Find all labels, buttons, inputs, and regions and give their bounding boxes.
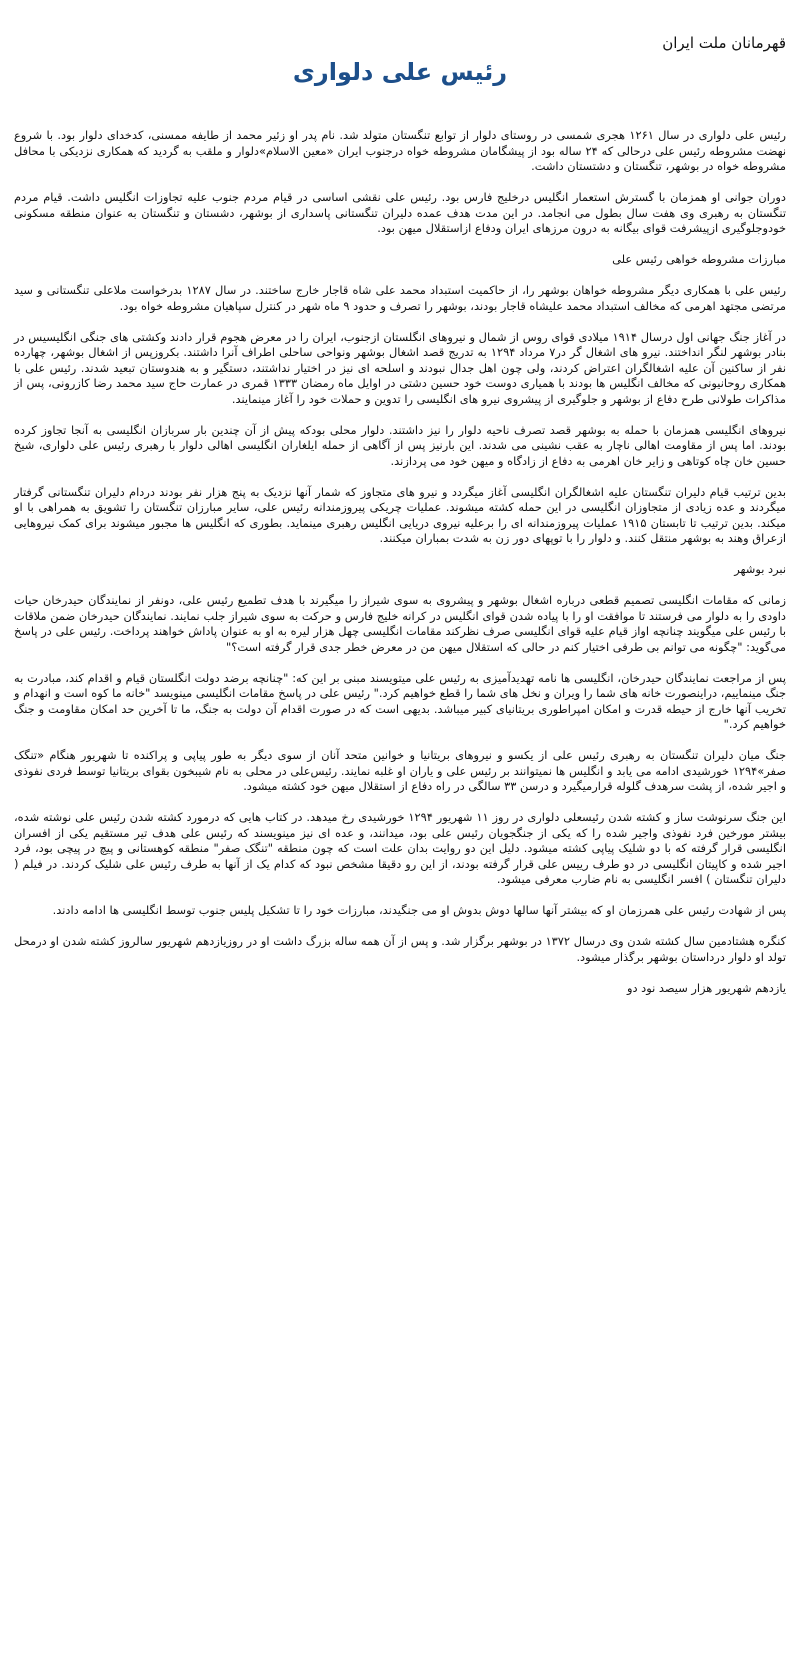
footer-date: یازدهم شهریور هزار سیصد نود دو: [626, 980, 786, 995]
paragraph-bribe: زمانی که مقامات انگلیسی تصمیم قطعی درباره اشغال بوشهر و پیشروی به سوی شیراز را میگیرند با هدف تطمیع رئیس علی، دونفر از نمایندگان حیدرخان حیات داودی را به دلوار می فرستند تا موافقت او را با پیاده شدن قوای انگلیس در کرانه خلیج فارس و حرکت به سوی شیراز جلب نمایند. نمایندگان حیدرخان ضمن ملاقات با رئیس علی میگویند چنانچه اواز قیام علیه قوای انگلیسی صرف نظرکند مقامات انگلیسی چهل هزار لیره به او به عنوان پاداش خواهند پرداخت. رئیس علی در پاسخ می‌گوید: "چگونه می توانم بی طرفی اختیار کنم در حالی که استقلال میهن من در معرض خطر جدی قرار گرفته است؟": [14, 593, 786, 654]
paragraph-intro: رئیس علی دلواری در سال ۱۲۶۱ هجری شمسی در روستای دلوار از توابع تنگستان متولد شد. نام پدر او زئیر محمد از طایفه ممسنی، کدخدای دلوار بود. با شروع نهضت مشروطه رئیس علی درحالی که ۲۴ ساله بود از پیشگامان مشروطه خواه درجنوب ایران «معین الاسلام»دلوار و ملقب به گردید که همکاری نزدیکی با محافل مشروطه خواه در بوشهر، تنگستان و دشتستان داشت.: [14, 128, 786, 173]
subheading-constitutional: مبارزات مشروطه خواهی رئیس علی: [612, 252, 786, 266]
paragraph-aftermath: پس از شهادت رئیس علی همرزمان او که بیشتر آنها سالها دوش بدوش او می جنگیدند، مبارزات خود را تا تشکیل پلیس جنوب توسط انگلیسی ها ادامه دادند.: [52, 903, 786, 917]
paragraph-dalvar-defense: نیروهای انگلیسی همزمان با حمله به بوشهر قصد تصرف ناحیه دلوار را نیز داشتند. دلوار محلی بودکه پیش از آن چندین بار سربازان انگلیسی به آنجا تجاوز کرده بودند. اما پس از مقاومت اهالی ناچار به عقب نشینی می شدند. این بارنیز پس از آگاهی از حمله ایلغاران انگلیسی اهالی دلوار با رهبری رئیس علی دلواری، شیخ حسین خان چاه کوتاهی و زایر خان اهرمی به دفاع از زادگاه و میهن خود می پردازند.: [14, 422, 786, 468]
subheading-bushehr-battle: نبرد بوشهر: [734, 562, 786, 576]
paragraph-uprising: بدین ترتیب قیام دلیران تنگستان علیه اشغالگران انگلیسی آغاز میگردد و نیرو های متجاوز که شمار آنها نزدیک به پنج هزار نفر بودند دردام دلیران تنگستانی گرفتار میگردند و عده زیادی از متجاوزان انگلیسی در این حمله کشته میشوند. عملیات چریکی پیروزمندانه رئیس علی، سایر مبارزان تنگستان را تشویق به همراهی با او میکند. بدین ترتیب تا تابستان ۱۹۱۵ عملیات پیروزمندانه ای را برعلیه نیروی دریایی انگلیس رهبری مینماید. بطوری که انگلیس ها مجبور میشوند برای کمک نیروهایی ازعراق وهند به بوشهر منتقل کنند. و دلوار را با توپهای دور زن به شدت بمباران میکنند.: [14, 484, 787, 545]
paragraph-war: جنگ میان دلیران تنگستان به رهبری رئیس علی از یکسو و نیروهای بریتانیا و خوانین متحد آنان از سوی دیگر به طور پیاپی و پراکنده تا شهریور هنگام «تنگک صفر»۱۲۹۴ خورشیدی ادامه می یابد و انگلیس ها نمیتوانند بر رئیس علی و یاران او غلبه نمایند. رئیس‌علی در محلی به نام شیبخون بقوای بریتانیا توسط فردی نفوذی و اجیر شده، از پشت سرهدف گلوله قرارمیگیرد و درسن ۳۳ سالگی در راه دفاع از استقلال میهن خود کشته میشود.: [14, 748, 786, 793]
paragraph-congress: کنگره هشتادمین سال کشته شدن وی درسال ۱۳۷۲ در بوشهر برگزار شد. و پس از آن همه ساله بزرگ داشت او در روزیازدهم شهریور سالروز کشته شدن او درمحل تولد او دلوار درداستان بوشهر برگذار میشود.: [14, 934, 786, 964]
page-title: رئیس علی دلواری: [292, 58, 508, 86]
paragraph-threat-letter: پس از مراجعت نمایندگان حیدرخان، انگلیسی ها نامه تهدیدآمیزی به رئیس علی میتویسند مبنی بر این که: "چنانچه برضد دولت انگلستان قیام و اقدام کند، مبادرت به جنگ مینماییم، دراینصورت خانه های شما را ویران و نخل های شما را قطع خواهیم کرد." رئیس علی در پاسخ مقامات انگلیسی مینویسد "خانه ما کوه است و انهدام و تخریب آنها خارج از حیطه قدرت و امکان امپراطوری بریتانیای کبیر میباشد. بدیهی است که در صورت اقدام آن دولت به جنگ، ما تا آخرین حد امکان مقاومت و جنگ خواهیم کرد.": [14, 670, 786, 731]
section-label: قهرمانان ملت ایران: [662, 34, 786, 52]
paragraph-constitutional: رئیس علی با همکاری دیگر مشروطه خواهان بوشهر را، از حاکمیت استبداد محمد علی شاه قاجار خارج ساختند. در سال ۱۲۸۷ بدرخواست ملاعلی تنگستانی و سید مرتضی مجتهد اهرمی که مخالف استبداد محمد علیشاه قاجار بودند، بوشهر را تصرف و حدود ۹ ماه شهر در کنترل سپاهیان مشروطه خواه بود.: [14, 283, 786, 313]
paragraph-youth: دوران جوانی او همزمان با گسترش استعمار انگلیس درخلیج فارس بود. رئیس علی نقشی اساسی در قیام مردم جنوب علیه تجاوزات انگلیس داشت. قیام مردم تنگستان به رهبری وی هفت سال بطول می انجامد. در این مدت هدف عمده دلیران تنگستانی پاسداری از بوشهر، دشستان و تنگستان به عنوان منطقه مسکونی خودوجلوگیری ازپیشرفت قوای بیگانه به درون مرزهای ایران ودفاع ازاستقلال میهن بود.: [14, 190, 786, 235]
paragraph-ww1: در آغاز جنگ جهانی اول درسال ۱۹۱۴ میلادی قوای روس از شمال و نیروهای انگلستان ازجنوب، ایران را در معرض هجوم قرار دادند وکشتی های جنگی انگلیسیس در بنادر بوشهر لنگر انداختند. نیرو های اشغال گر در۷ مرداد ۱۲۹۴ به تدریج قصد اشغال بوشهر ونواحی ساحلی اطراف آنرا داشتند. بکروزپس از اشغال بوشهر، چهارده نفر از ساکنین آن علیه اشغالگران اعتراض کردند، ولی چون اهل جدال نبودند و اسلحه ای نیز در اختیار نداشتند، دستگیر و به هندوستان تبعید شدند. رئیس علی با همکاری روحانیونی که مخالف انگلیس ها بودند با همیاری دوست خود حسین دشتی در اوایل ماه رمضان ۱۳۳۳ قمری در عمارت حاج سید محمد رضا کازرونی، پس از مذاکرات طولانی طرح دفاع از بوشهر و جلوگیری از پیشروی نیرو های انگلیسی را تدوین و حملات خود را آغاز مینمایند.: [14, 329, 787, 406]
paragraph-death: این جنگ سرنوشت ساز و کشته شدن رئیسعلی دلواری در روز ۱۱ شهریور ۱۲۹۴ خورشیدی رخ میدهد. در کتاب هایی که درمورد کشته شدن رئیس علی نوشته شده، بیشتر مورخین فرد نفوذی واجیر شده را که یکی از جنگجویان رئیس علی بود، میدانند، و عده ای نیز مینویسند که رئیس علی هدف تیر مستقیم یکی از افسران انگلیسی قرار گرفته که با دو شلیک پیاپی کشته میشود. دلیل این دو روایت بدان علت است که چون منطقه "تنگک صفر" منطقه کوهستانی و پیچ در پیچی بود، فرد اجیر شده و کاپیتان انگلیسی در دو طرف رییس علی قرار گرفته بودند، از این رو دقیقا مشخص نبود که کدام یک از آنها به طرف رئیس علی شلیک کردند. در فیلم ( دلیران تنگستان ) افسر انگلیسی به نام ضارب معرفی میشود.: [14, 810, 786, 886]
